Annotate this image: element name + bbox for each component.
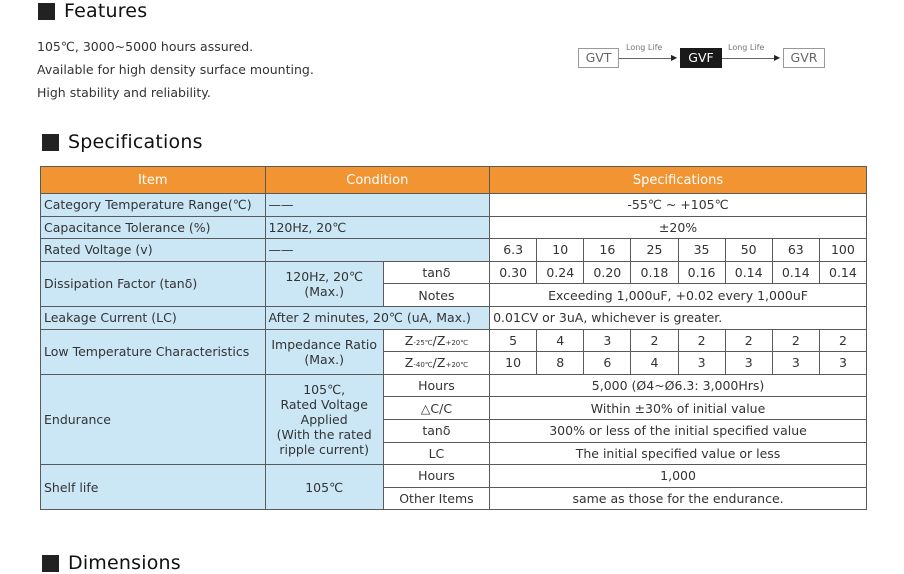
sub-condition: Other Items	[383, 487, 489, 510]
sub-condition: Notes	[383, 284, 489, 307]
table-row	[41, 465, 867, 488]
sub-condition	[383, 329, 489, 352]
impedance-cell: 2	[725, 329, 772, 352]
square-bullet-icon	[38, 3, 55, 20]
row-spec: -55℃ ~ +105℃	[490, 194, 867, 217]
temp-subscript: -40℃	[413, 361, 433, 370]
condition-line: Rated Voltage	[280, 396, 368, 412]
table-row	[41, 239, 867, 262]
sub-condition	[383, 352, 489, 375]
condition-line: (With the rated	[276, 426, 372, 442]
flow-connector	[722, 58, 778, 59]
row-spec: ±20%	[490, 216, 867, 239]
tan-delta-cell: 0.14	[725, 261, 772, 284]
row-spec: 5,000 (Ø4~Ø6.3: 3,000Hrs)	[490, 374, 867, 397]
impedance-cell: 4	[537, 329, 584, 352]
z-label: /Z	[432, 355, 446, 371]
specifications-table	[40, 166, 867, 510]
impedance-cell: 8	[537, 352, 584, 375]
tan-delta-cell: 0.24	[537, 261, 584, 284]
voltage-cell: 25	[631, 239, 678, 262]
table-row	[41, 374, 867, 397]
row-condition: ——	[265, 239, 490, 262]
condition-line: 105℃,	[303, 381, 346, 397]
row-condition: After 2 minutes, 20℃ (uA, Max.)	[265, 306, 490, 329]
voltage-cell: 6.3	[490, 239, 537, 262]
condition-line: ripple current)	[279, 441, 369, 457]
voltage-cell: 63	[772, 239, 819, 262]
tan-delta-cell: 0.14	[772, 261, 819, 284]
impedance-cell: 2	[772, 329, 819, 352]
specifications-title: Specifications	[68, 131, 203, 153]
row-item: Rated Voltage (v)	[41, 239, 266, 262]
flow-connector	[619, 58, 675, 59]
condition-line: (Max.)	[304, 283, 344, 299]
arrow-right-icon: ▶	[774, 53, 781, 62]
impedance-cell: 2	[631, 329, 678, 352]
voltage-cell: 10	[537, 239, 584, 262]
row-item: Low Temperature Characteristics	[41, 329, 266, 374]
header-specifications: Specifications	[490, 167, 867, 194]
voltage-cell: 100	[819, 239, 866, 262]
z-label: Z	[404, 355, 414, 371]
table-row	[41, 261, 867, 284]
series-flow-diagram	[578, 43, 828, 72]
impedance-cell: 2	[819, 329, 866, 352]
condition-line: Impedance Ratio	[271, 336, 377, 352]
impedance-cell: 5	[490, 329, 537, 352]
row-spec: 1,000	[490, 465, 867, 488]
row-spec: Exceeding 1,000uF, +0.02 every 1,000uF	[490, 284, 867, 307]
row-condition	[265, 261, 383, 306]
z-label: /Z	[432, 332, 446, 348]
condition-line: Applied	[300, 411, 348, 427]
square-bullet-icon	[42, 555, 59, 572]
tan-delta-cell: 0.18	[631, 261, 678, 284]
table-row	[41, 194, 867, 217]
impedance-cell: 10	[490, 352, 537, 375]
sub-condition: LC	[383, 442, 489, 465]
temp-subscript: -25℃	[413, 338, 433, 347]
header-condition: Condition	[265, 167, 490, 194]
row-item: Category Temperature Range(℃)	[41, 194, 266, 217]
row-item: Shelf life	[41, 465, 266, 510]
flow-label: Long Life	[626, 43, 663, 52]
row-condition: ——	[265, 194, 490, 217]
temp-subscript: +20℃	[445, 361, 469, 370]
row-item: Capacitance Tolerance (%)	[41, 216, 266, 239]
row-spec: The initial specified value or less	[490, 442, 867, 465]
impedance-cell: 6	[584, 352, 631, 375]
series-box-gvt: GVT	[578, 48, 619, 68]
row-item: Leakage Current (LC)	[41, 306, 266, 329]
temp-subscript: +20℃	[445, 338, 469, 347]
tan-delta-cell: 0.14	[819, 261, 866, 284]
tan-delta-cell: 0.16	[678, 261, 725, 284]
row-spec: 0.01CV or 3uA, whichever is greater.	[490, 306, 867, 329]
table-row	[41, 306, 867, 329]
dimensions-title: Dimensions	[68, 552, 181, 574]
tan-delta-cell: 0.20	[584, 261, 631, 284]
sub-condition: △C/C	[383, 397, 489, 420]
condition-line: (Max.)	[304, 351, 344, 367]
specifications-heading	[42, 131, 203, 153]
impedance-cell: 3	[819, 352, 866, 375]
row-condition: 105℃	[265, 465, 383, 510]
tan-delta-cell: 0.30	[490, 261, 537, 284]
row-item: Dissipation Factor (tanδ)	[41, 261, 266, 306]
header-item: Item	[41, 167, 266, 194]
impedance-cell: 3	[584, 329, 631, 352]
row-condition: 120Hz, 20℃	[265, 216, 490, 239]
sub-condition: tanδ	[383, 261, 489, 284]
z-label: Z	[404, 332, 414, 348]
row-condition	[265, 329, 383, 374]
table-header-row	[41, 167, 867, 194]
impedance-cell: 3	[678, 352, 725, 375]
condition-line: 120Hz, 20℃	[285, 268, 364, 284]
sub-condition: Hours	[383, 465, 489, 488]
voltage-cell: 35	[678, 239, 725, 262]
series-box-gvr: GVR	[783, 48, 825, 68]
features-title: Features	[64, 0, 148, 22]
flow-label: Long Life	[728, 43, 765, 52]
table-row	[41, 216, 867, 239]
row-condition	[265, 374, 383, 464]
feature-line: Available for high density surface mounting.	[37, 62, 314, 77]
impedance-cell: 3	[725, 352, 772, 375]
arrow-right-icon: ▶	[671, 53, 678, 62]
impedance-cell: 4	[631, 352, 678, 375]
voltage-cell: 50	[725, 239, 772, 262]
impedance-cell: 2	[678, 329, 725, 352]
sub-condition: Hours	[383, 374, 489, 397]
series-box-gvf: GVF	[680, 48, 722, 68]
features-heading	[38, 0, 147, 22]
sub-condition: tanδ	[383, 419, 489, 442]
row-spec: Within ±30% of initial value	[490, 397, 867, 420]
impedance-cell: 3	[772, 352, 819, 375]
square-bullet-icon	[42, 134, 59, 151]
feature-line: High stability and reliability.	[37, 85, 211, 100]
row-item: Endurance	[41, 374, 266, 464]
table-row	[41, 329, 867, 352]
dimensions-heading	[42, 552, 181, 574]
voltage-cell: 16	[584, 239, 631, 262]
row-spec: 300% or less of the initial specified value	[490, 419, 867, 442]
feature-line: 105℃, 3000~5000 hours assured.	[37, 39, 254, 54]
row-spec: same as those for the endurance.	[490, 487, 867, 510]
